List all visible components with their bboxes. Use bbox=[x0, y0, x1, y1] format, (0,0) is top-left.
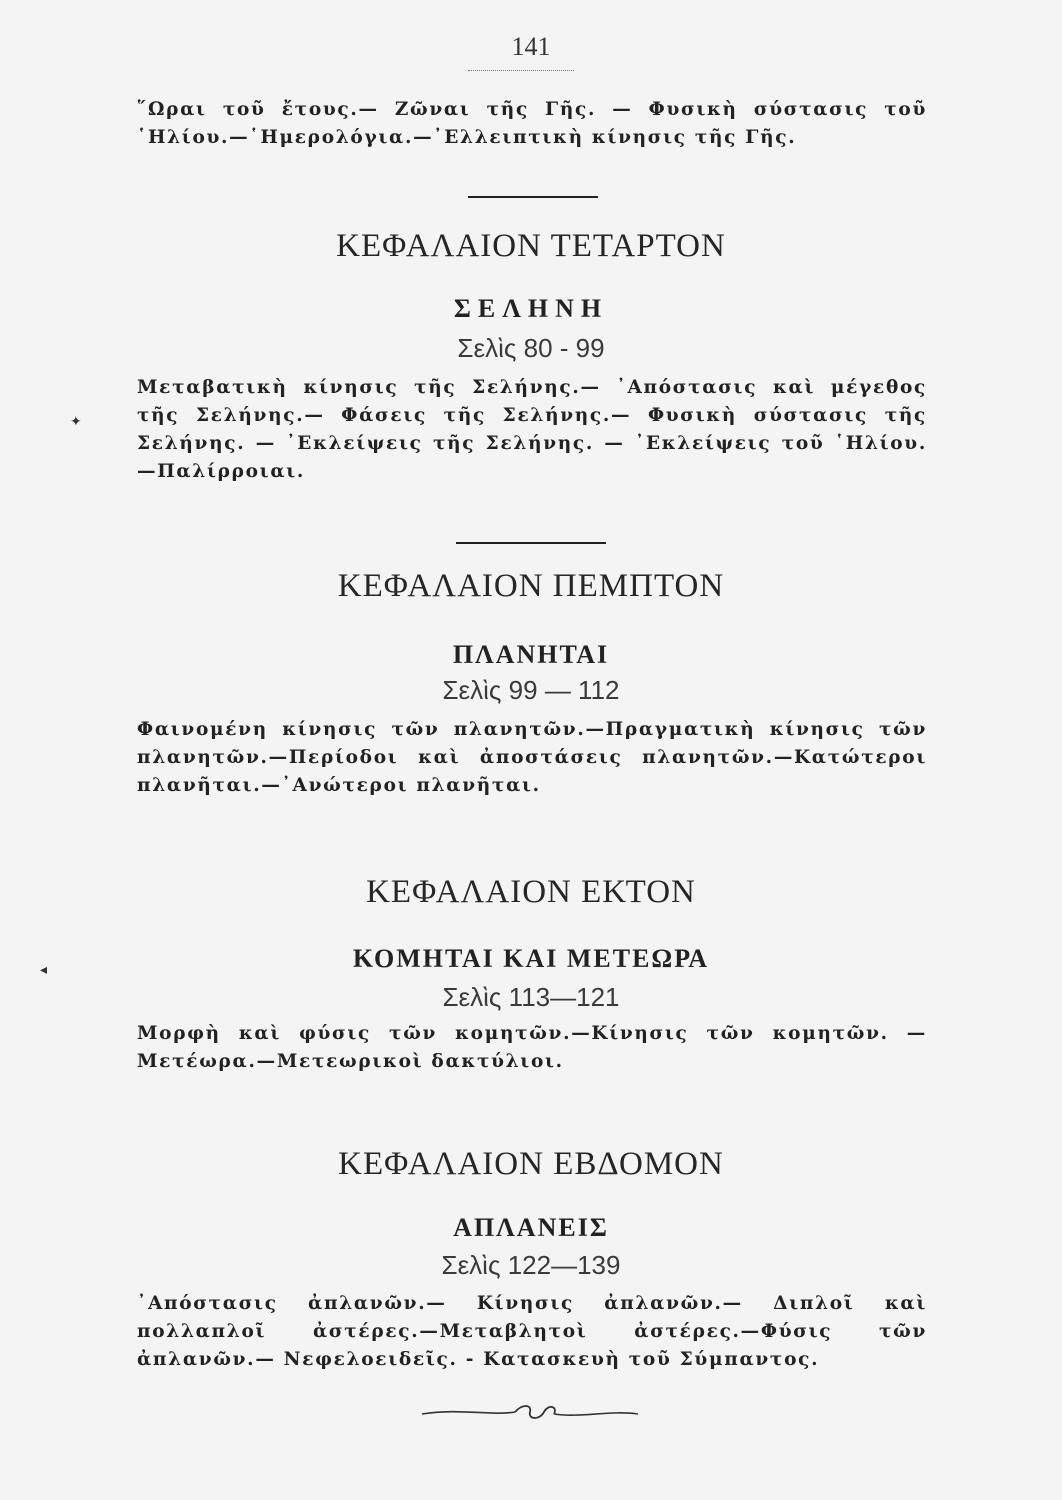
chapter-subject: ΣΕΛΗΝΗ bbox=[453, 294, 609, 323]
divider bbox=[456, 542, 606, 544]
page-number-rule bbox=[468, 70, 574, 71]
end-ornament-line-left bbox=[422, 1412, 515, 1414]
end-ornament-flourish bbox=[515, 1406, 555, 1418]
chapter-subject: ΠΛΑΝΗΤΑΙ bbox=[452, 640, 610, 669]
chapter-title: ΚΕΦΑΛΑΙΟΝ ΠΕΜΠΤΟΝ bbox=[337, 568, 725, 604]
end-ornament-line-right bbox=[554, 1413, 638, 1415]
chapter-subject: ΑΠΛΑΝΕΙΣ bbox=[453, 1213, 609, 1242]
chapter-contents: ᾿Απόστασις ἀπλανῶν.— Κίνησις ἀπλανῶν.— Διπλοῖ καὶ πολλαπλοῖ ἀστέρες.—Μεταβλητοὶ ἀστέρες.—Φύσις τῶν ἀπλανῶν.— Νεφελοειδεῖς. - Κατασκευὴ τοῦ Σύμπαντος. bbox=[137, 1293, 927, 1370]
chapter-pages: Σελὶς 80 - 99 bbox=[457, 333, 605, 363]
chapter-title: ΚΕΦΑΛΑΙΟΝ ΤΕΤΑΡΤΟΝ bbox=[336, 228, 726, 264]
chapter-title: ΚΕΦΑΛΑΙΟΝ ΕΒΔΟΜΟΝ bbox=[338, 1146, 724, 1182]
end-ornament bbox=[420, 1398, 640, 1428]
chapter-pages: Σελὶς 113—121 bbox=[442, 982, 620, 1012]
margin-mark: ✦ bbox=[70, 414, 82, 430]
margin-mark: ◂ bbox=[40, 962, 48, 978]
page-number: 141 bbox=[511, 32, 551, 61]
chapter-subject: ΚΟΜΗΤΑΙ ΚΑΙ ΜΕΤΕΩΡΑ bbox=[352, 944, 710, 973]
chapter-pages: Σελὶς 122—139 bbox=[441, 1250, 621, 1280]
chapter-pages: Σελὶς 99 — 112 bbox=[442, 675, 620, 705]
intro-contents: ῞Ωραι τοῦ ἔτους.— Ζῶναι τῆς Γῆς. — Φυσικὴ σύστασις τοῦ ῾Ηλίου.—῾Ημερολόγια.—᾿Ελλειπτικὴ κίνησις τῆς Γῆς. bbox=[137, 99, 927, 148]
chapter-contents: Μεταβατικὴ κίνησις τῆς Σελήνης.— ᾿Απόστασις καὶ μέγεθος τῆς Σελήνης.— Φάσεις τῆς Σελήνης.— Φυσικὴ σύστασις τῆς Σελήνης. — ᾿Εκλείψεις τῆς Σελήνης. — ᾿Εκλείψεις τοῦ ῾Ηλίου.—Παλίρροιαι. bbox=[137, 377, 927, 482]
chapter-title: ΚΕΦΑΛΑΙΟΝ ΕΚΤΟΝ bbox=[366, 874, 696, 910]
chapter-contents: Μορφὴ καὶ φύσις τῶν κομητῶν.—Κίνησις τῶν κομητῶν. —Μετέωρα.—Μετεωρικοὶ δακτύλιοι. bbox=[137, 1023, 927, 1072]
divider bbox=[468, 196, 598, 198]
chapter-contents: Φαινομένη κίνησις τῶν πλανητῶν.—Πραγματικὴ κίνησις τῶν πλανητῶν.—Περίοδοι καὶ ἀποστάσεις πλανητῶν.—Κατώτεροι πλανῆται.—᾿Ανώτεροι πλανῆται. bbox=[137, 719, 927, 796]
